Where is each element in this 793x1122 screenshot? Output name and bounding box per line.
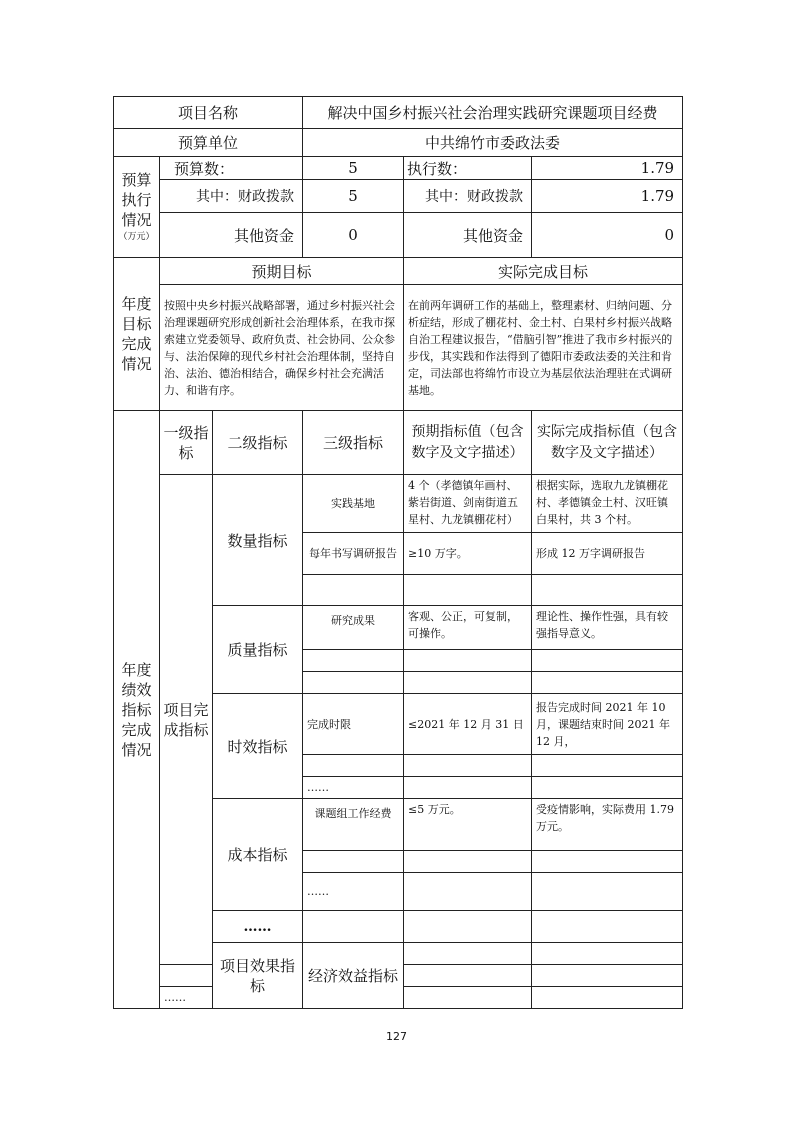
- project-name-value: 解决中国乡村振兴社会治理实践研究课题项目经费: [303, 97, 683, 129]
- other-funds-label: 其他资金: [160, 213, 303, 258]
- performance-table: [113, 96, 683, 1009]
- col-level1: 一级指标: [160, 411, 213, 475]
- page-number: 127: [386, 1030, 407, 1043]
- budget-amount-value: 5: [303, 157, 404, 180]
- t1-expected: ≤2021 年 12 月 31 日: [404, 694, 532, 755]
- executed-fiscal-label: 其中：财政拨款: [404, 180, 532, 213]
- executed-other-label: 其他资金: [404, 213, 532, 258]
- c2-actual: [532, 851, 683, 873]
- project-name-label: 项目名称: [114, 97, 303, 129]
- executed-value: 1.79: [532, 157, 683, 180]
- annual-goal-label: 年度目标完成情况: [114, 258, 160, 411]
- ql1-name: 研究成果: [303, 606, 404, 650]
- ql2-expected: [404, 650, 532, 672]
- c1-name: 课题组工作经费: [303, 799, 404, 851]
- t3-name: ……: [303, 777, 404, 799]
- c1-actual: 受疫情影响，实际费用 1.79 万元。: [532, 799, 683, 851]
- col-expected: 预期指标值（包含数字及文字描述）: [404, 411, 532, 475]
- c2-name: [303, 851, 404, 873]
- q1-name: 实践基地: [303, 475, 404, 533]
- quality-label: 质量指标: [213, 606, 303, 694]
- more-label: ……: [213, 911, 303, 943]
- perf-label: 年度绩效指标完成情况: [114, 411, 160, 1009]
- e3-name: ……: [160, 987, 213, 1009]
- actual-goal-header: 实际完成目标: [404, 258, 683, 285]
- output-label: 项目完成指标: [160, 475, 213, 965]
- ql3-actual: [532, 672, 683, 694]
- cost-label: 成本指标: [213, 799, 303, 911]
- t2-name: [303, 755, 404, 777]
- e2-expected: [404, 965, 532, 987]
- t1-name: 完成时限: [303, 694, 404, 755]
- executed-other-value: 0: [532, 213, 683, 258]
- quantity-label: 数量指标: [213, 475, 303, 606]
- ql3-expected: [404, 672, 532, 694]
- q2-name: 每年书写调研报告: [303, 533, 404, 575]
- economic-label: 经济效益指标: [303, 943, 404, 1009]
- exec-label: 预算执行情况: [121, 171, 152, 229]
- c3-name: ……: [303, 873, 404, 911]
- e2-name: [160, 965, 213, 987]
- of-which-fiscal-label: 其中：财政拨款: [160, 180, 303, 213]
- more-actual: [532, 911, 683, 943]
- exec-label-cell: [114, 157, 160, 258]
- t2-actual: [532, 755, 683, 777]
- exec-unit: （万元）: [118, 232, 155, 242]
- q2-expected: ≥10 万字。: [404, 533, 532, 575]
- ql2-actual: [532, 650, 683, 672]
- c3-expected: [404, 873, 532, 911]
- ql1-expected: 客观、公正，可复制，可操作。: [404, 606, 532, 650]
- budget-unit-label: 预算单位: [114, 129, 303, 157]
- col-level2: 二级指标: [213, 411, 303, 475]
- q3-expected: [404, 575, 532, 606]
- c2-expected: [404, 851, 532, 873]
- more-expected: [404, 911, 532, 943]
- ql2-name: [303, 650, 404, 672]
- q3-name: [303, 575, 404, 606]
- executed-label: 执行数：: [404, 157, 532, 180]
- q1-expected: 4 个（孝德镇年画村、紫岩街道、剑南街道五星村、九龙镇棚花村）: [404, 475, 532, 533]
- ql1-actual: 理论性、操作性强，具有较强指导意义。: [532, 606, 683, 650]
- t1-actual: 报告完成时间 2021 年 10 月，课题结束时间 2021 年 12 月，: [532, 694, 683, 755]
- more-l3: [303, 911, 404, 943]
- ql3-name: [303, 672, 404, 694]
- col-actual: 实际完成指标值（包含数字及文字描述）: [532, 411, 683, 475]
- e1-name: [404, 943, 532, 965]
- c1-expected: ≤5 万元。: [404, 799, 532, 851]
- t3-expected: [404, 777, 532, 799]
- e1-expected: [532, 943, 683, 965]
- budget-other-value: 0: [303, 213, 404, 258]
- e3-expected: [404, 987, 532, 1009]
- q2-actual: 形成 12 万字调研报告: [532, 533, 683, 575]
- t3-actual: [532, 777, 683, 799]
- actual-goal-text: 在前两年调研工作的基础上，整理素材、归纳问题、分析症结，形成了棚花村、金土村、白果村乡村振兴战略自治工程建议报告，“借脑引智”推进了我市乡村振兴的步伐，其实践和作法得到了德阳市委政法委的关注和肯定，司法部也将绵竹市设立为基层依法治理驻在式调研基地。: [404, 285, 683, 411]
- col-level3: 三级指标: [303, 411, 404, 475]
- t2-expected: [404, 755, 532, 777]
- e2-actual: [532, 965, 683, 987]
- expected-goal-text: 按照中央乡村振兴战略部署，通过乡村振兴社会治理课题研究形成创新社会治理体系，在我市探索建立党委领导、政府负责、社会协同、公众参与、法治保障的现代乡村社会治理体制，坚持自治、法治、德治相结合，确保乡村社会充满活力、和谐有序。: [160, 285, 404, 411]
- expected-goal-header: 预期目标: [160, 258, 404, 285]
- effect-label: 项目效果指标: [213, 943, 303, 1009]
- timeliness-label: 时效指标: [213, 694, 303, 799]
- budget-fiscal-value: 5: [303, 180, 404, 213]
- executed-fiscal-value: 1.79: [532, 180, 683, 213]
- q3-actual: [532, 575, 683, 606]
- budget-amount-label: 预算数：: [160, 157, 303, 180]
- e3-actual: [532, 987, 683, 1009]
- q1-actual: 根据实际，选取九龙镇棚花村、孝德镇金土村、汉旺镇白果村，共 3 个村。: [532, 475, 683, 533]
- budget-unit-value: 中共绵竹市委政法委: [303, 129, 683, 157]
- c3-actual: [532, 873, 683, 911]
